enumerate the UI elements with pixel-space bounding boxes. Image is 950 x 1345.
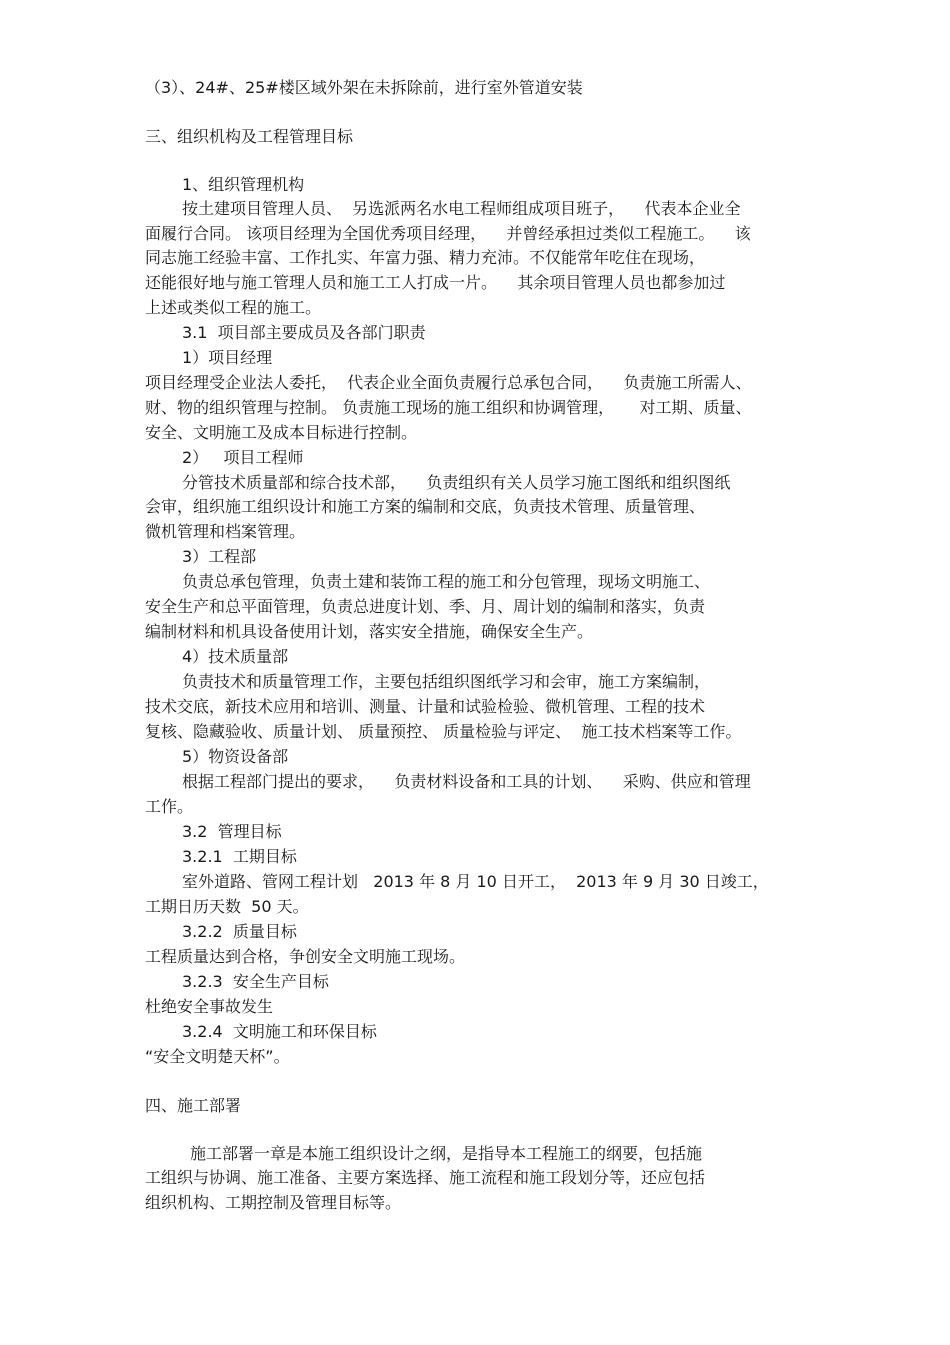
subsection-heading: 3.2.3 安全生产目标 xyxy=(182,972,329,991)
text-line: 同志施工经验丰富、工作扎实、年富力强、精力充沛。不仅能常年吃住在现场， xyxy=(145,248,706,267)
text-line: 按土建项目管理人员、 另选派两名水电工程师组成项目班子， 代表本企业全 xyxy=(182,199,741,218)
text-line: 根据工程部门提出的要求， 负责材料设备和工具的计划、 采购、供应和管理 xyxy=(182,772,751,791)
text-line: 施工部署一章是本施工组织设计之纲，是指导本工程施工的纲要，包括施 xyxy=(190,1144,703,1163)
item-heading: 1）项目经理 xyxy=(182,348,273,367)
text-line: 复核、隐藏验收、质量计划、 质量预控、 质量检验与评定、 施工技术档案等工作。 xyxy=(145,722,742,741)
text-line: 杜绝安全事故发生 xyxy=(145,997,274,1016)
item-heading: 4）技术质量部 xyxy=(182,647,289,666)
item-heading: 3）工程部 xyxy=(182,547,257,566)
text-line: 工期日历天数 50 天。 xyxy=(145,897,309,916)
text-line: 工组织与协调、施工准备、主要方案选择、施工流程和施工段划分等，还应包括 xyxy=(145,1168,706,1187)
section-heading-3: 三、组织机构及工程管理目标 xyxy=(145,127,354,146)
subsection-heading: 1、组织管理机构 xyxy=(182,175,305,194)
subsection-heading: 3.2 管理目标 xyxy=(182,822,282,841)
text-line: “安全文明楚天杯”。 xyxy=(145,1047,290,1066)
item-heading: 5）物资设备部 xyxy=(182,747,289,766)
text-line: 还能很好地与施工管理人员和施工工人打成一片。 其余项目管理人员也都参加过 xyxy=(145,273,726,292)
text-line: 室外道路、管网工程计划 2013 年 8 月 10 日开工， 2013 年 9 月 30 日竣工， xyxy=(182,872,769,891)
text-line: 负责技术和质量管理工作，主要包括组织图纸学习和会审，施工方案编制， xyxy=(182,672,711,691)
subsection-heading: 3.2.4 文明施工和环保目标 xyxy=(182,1022,377,1041)
text-line: 微机管理和档案管理。 xyxy=(145,522,306,541)
text-line: 项目经理受企业法人委托， 代表企业全面负责履行总承包合同， 负责施工所需人、 xyxy=(145,373,752,392)
text-line: 面履行合同。 该项目经理为全国优秀项目经理， 并曾经承担过类似工程施工。 该 xyxy=(145,224,751,243)
text-line: 分管技术质量部和综合技术部， 负责组织有关人员学习施工图纸和组织图纸 xyxy=(182,473,731,492)
text-line: 编制材料和机具设备使用计划，落实安全措施，确保安全生产。 xyxy=(145,622,594,641)
text-line: 组织机构、工期控制及管理目标等。 xyxy=(145,1193,402,1212)
text-line: 工作。 xyxy=(145,797,194,816)
text-line: 会审，组织施工组织设计和施工方案的编制和交底，负责技术管理、质量管理、 xyxy=(145,497,706,516)
subsection-heading: 3.2.2 质量目标 xyxy=(182,922,297,941)
text-line: 安全、文明施工及成本目标进行控制。 xyxy=(145,423,418,442)
text-line: 工程质量达到合格，争创安全文明施工现场。 xyxy=(145,947,466,966)
item-heading: 2） 项目工程师 xyxy=(182,448,304,467)
subsection-heading: 3.1 项目部主要成员及各部门职责 xyxy=(182,323,426,342)
section-heading-4: 四、施工部署 xyxy=(145,1096,242,1115)
text-line: 财、物的组织管理与控制。 负责施工现场的施工组织和协调管理， 对工期、质量、 xyxy=(145,398,752,417)
subsection-heading: 3.2.1 工期目标 xyxy=(182,847,297,866)
text-line: 上述或类似工程的施工。 xyxy=(145,298,322,317)
text-line: （3）、24#、25#楼区域外架在未拆除前，进行室外管道安装 xyxy=(145,78,583,97)
text-line: 负责总承包管理，负责土建和装饰工程的施工和分包管理，现场文明施工、 xyxy=(182,572,711,591)
text-line: 技术交底，新技术应用和培训、测量、计量和试验检验、微机管理、工程的技术 xyxy=(145,697,706,716)
text-line: 安全生产和总平面管理，负责总进度计划、季、月、周计划的编制和落实，负责 xyxy=(145,597,706,616)
